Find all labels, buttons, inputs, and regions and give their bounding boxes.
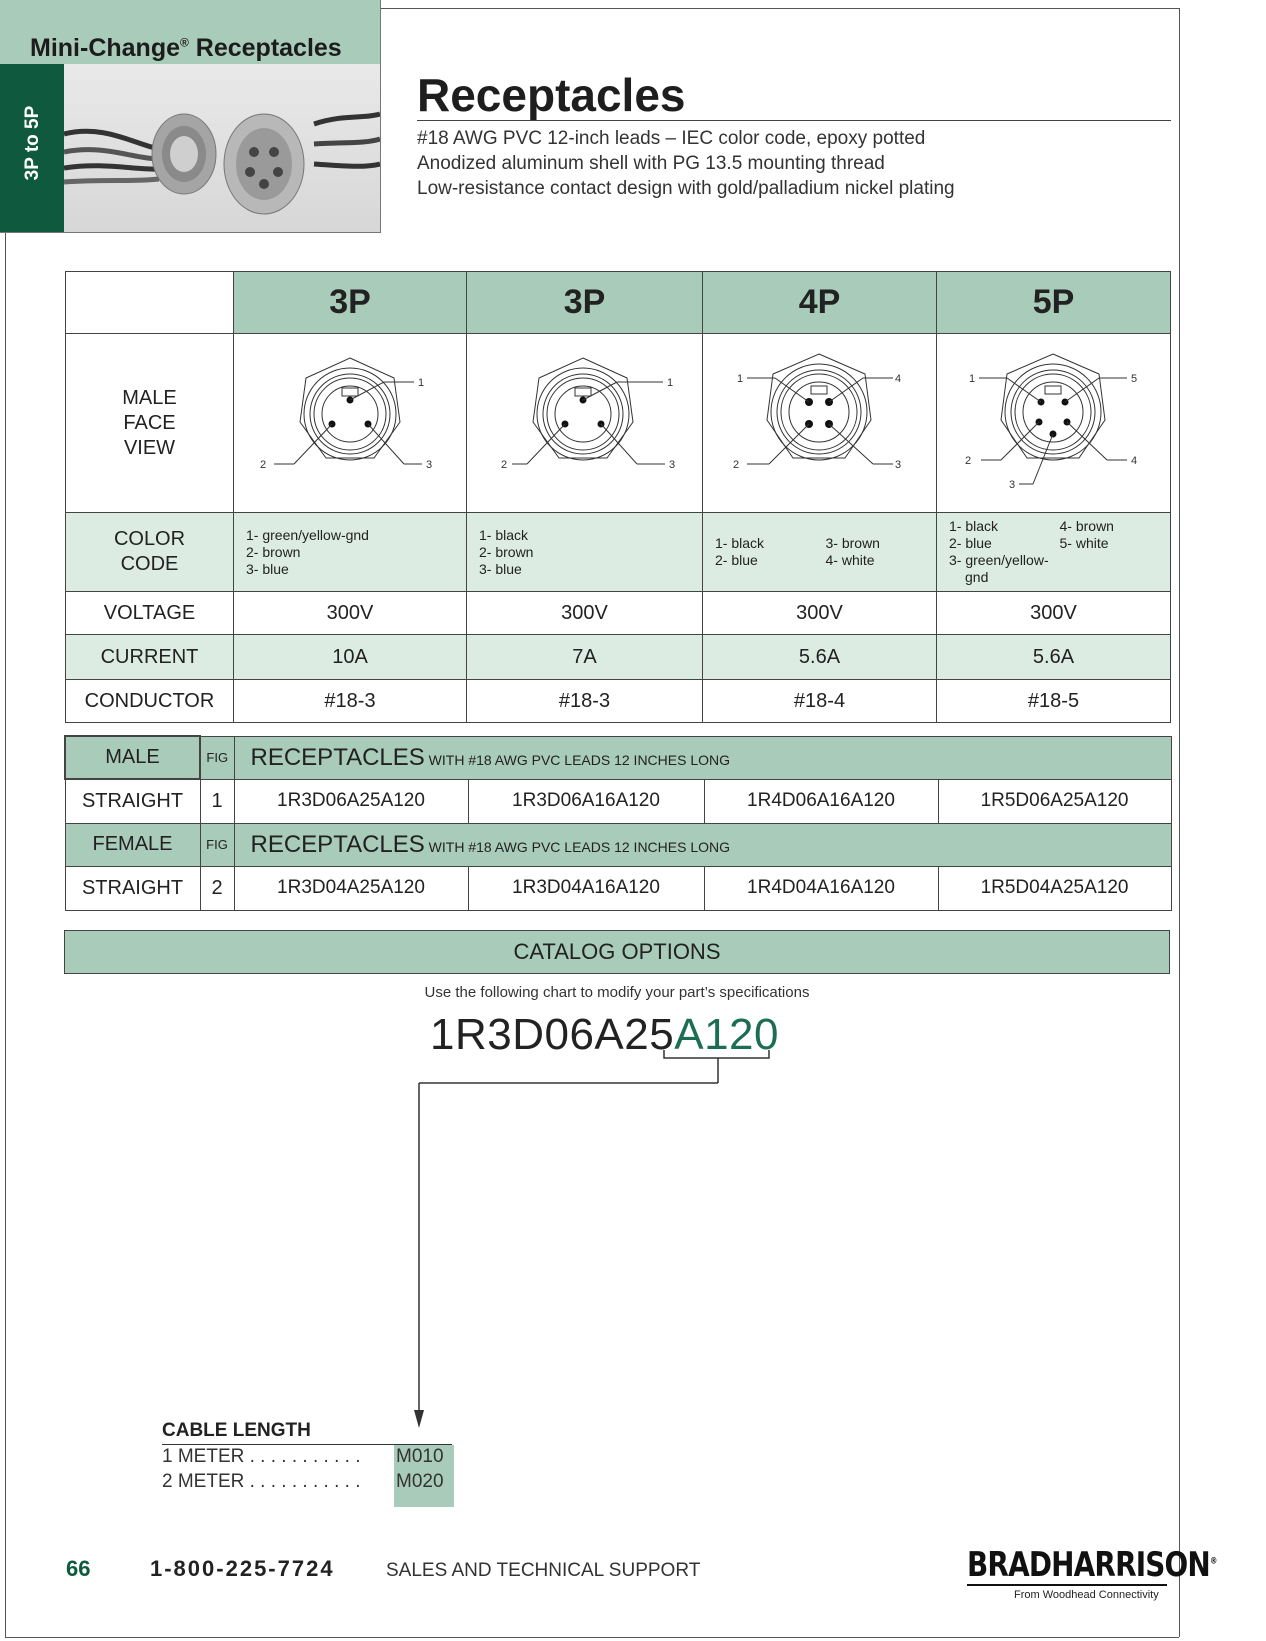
cable-row-label: 1 METER . . . . . . . . . . . (162, 1446, 361, 1467)
male-label: MALE (65, 736, 200, 779)
color-code-line: 2- blue (715, 552, 758, 568)
cable-length-title: CABLE LENGTH (162, 1420, 452, 1445)
example-option: A120 (674, 1010, 779, 1059)
pin-label: 3 (1009, 479, 1016, 491)
pin-label: 3 (895, 459, 902, 471)
label-line: COLOR (113, 528, 186, 550)
description-line-2: Anodized aluminum shell with PG 13.5 mounting thread (417, 153, 885, 174)
example-base: 1R3D06A25 (430, 1010, 675, 1059)
color-code-line: 3- blue (246, 560, 289, 577)
color-code-line: 1- green/yellow-gnd (246, 526, 369, 543)
pin-label: 2 (733, 459, 740, 471)
page-number: 66 (66, 1556, 91, 1581)
conductor-value: #18-5 (937, 680, 1171, 723)
label-line: MALE (122, 386, 177, 409)
side-tab-label: 3P to 5P (22, 105, 43, 181)
conductor-value: #18-3 (234, 680, 467, 723)
pin-label: 4 (895, 373, 902, 385)
support-text: SALES AND TECHNICAL SUPPORT (386, 1560, 701, 1581)
part-number: 1R3D04A16A120 (468, 866, 704, 910)
col-header: 3P (467, 272, 703, 334)
part-number: 1R3D04A25A120 (234, 866, 468, 910)
recep-heading-small: WITH #18 AWG PVC LEADS 12 INCHES LONG (424, 751, 731, 768)
recep-heading-big: RECEPTACLES (250, 743, 425, 771)
pin-label: 1 (737, 373, 744, 385)
voltage-value: 300V (937, 592, 1171, 635)
color-code-line: 1- black (949, 518, 999, 534)
fig-number: 1 (200, 779, 234, 823)
pin-label: 3 (426, 459, 433, 471)
voltage-value: 300V (467, 592, 703, 635)
fig-number: 2 (200, 866, 234, 910)
recep-heading-small: WITH #18 AWG PVC LEADS 12 INCHES LONG (424, 838, 731, 855)
color-code-line: 1- black (479, 526, 529, 543)
color-code-line: 3- green/yellow- (949, 552, 1049, 568)
color-code-line: 1- black (715, 535, 765, 551)
logo-text: BRADHARRISON (967, 1545, 1210, 1585)
pin-label: 1 (667, 377, 674, 389)
color-code-line: 3- blue (479, 560, 522, 577)
current-value: 5.6A (703, 635, 937, 680)
color-code-line: gnd (965, 569, 989, 585)
label-line: CODE (120, 553, 179, 575)
color-code-line: 4- white (825, 552, 875, 568)
pin-label: 3 (669, 459, 676, 471)
current-label: CURRENT (66, 635, 234, 680)
pin-label: 2 (501, 459, 508, 471)
col-header: 5P (937, 272, 1171, 334)
color-code-line: 5- white (1059, 535, 1109, 551)
logo-underline (967, 1584, 1167, 1586)
description-line-3: Low-resistance contact design with gold/palladium nickel plating (417, 178, 955, 199)
col-header: 4P (703, 272, 937, 334)
part-number: 1R3D06A16A120 (468, 779, 704, 823)
fig-label: FIG (200, 823, 234, 866)
part-number: 1R5D04A25A120 (938, 866, 1171, 910)
section-title: Mini-Change® Receptacles (30, 34, 342, 62)
pin-label: 4 (1131, 455, 1138, 467)
description-line-1: #18 AWG PVC 12-inch leads – IEC color code, epoxy potted (417, 128, 926, 149)
current-value: 5.6A (937, 635, 1171, 680)
logo-tagline: From Woodhead Connectivity (1014, 1589, 1159, 1601)
cable-row-code: M010 (396, 1446, 444, 1467)
brand-logo (967, 1545, 1216, 1585)
part-number: 1R5D06A25A120 (938, 779, 1171, 823)
current-value: 7A (467, 635, 703, 680)
col-header: 3P (234, 272, 467, 334)
label-line: FACE (123, 411, 176, 434)
fig-label: FIG (200, 736, 234, 779)
pin-label: 5 (1131, 373, 1138, 385)
catalog-options-heading: CATALOG OPTIONS (64, 930, 1170, 974)
logo-reg: ® (1209, 1556, 1217, 1567)
voltage-label: VOLTAGE (66, 592, 234, 635)
straight-label: STRAIGHT (65, 779, 200, 823)
pin-label: 1 (418, 377, 425, 389)
straight-label: STRAIGHT (65, 866, 200, 910)
current-value: 10A (234, 635, 467, 680)
part-number: 1R4D04A16A120 (704, 866, 938, 910)
color-code-line: 2- brown (479, 543, 534, 560)
pin-label: 2 (965, 455, 972, 467)
part-number: 1R4D06A16A120 (704, 779, 938, 823)
conductor-value: #18-3 (467, 680, 703, 723)
female-label: FEMALE (65, 823, 200, 866)
color-code-line: 2- blue (949, 535, 992, 551)
part-number: 1R3D06A25A120 (234, 779, 468, 823)
label-line: VIEW (123, 436, 176, 459)
pin-label: 2 (260, 459, 267, 471)
cable-row-label: 2 METER . . . . . . . . . . . (162, 1471, 361, 1492)
pin-label: 1 (969, 373, 976, 385)
voltage-value: 300V (234, 592, 467, 635)
recep-heading-big: RECEPTACLES (250, 830, 425, 858)
catalog-subtitle: Use the following chart to modify your part’s specifications (424, 984, 810, 1001)
conductor-label: CONDUCTOR (66, 680, 234, 723)
color-code-line: 4- brown (1059, 518, 1114, 534)
color-code-line: 2- brown (246, 543, 301, 560)
page-title: Receptacles (417, 69, 686, 121)
color-code-line: 3- brown (825, 535, 880, 551)
support-phone: 1-800-225-7724 (150, 1556, 335, 1581)
cable-row-code: M020 (396, 1471, 444, 1492)
voltage-value: 300V (703, 592, 937, 635)
conductor-value: #18-4 (703, 680, 937, 723)
